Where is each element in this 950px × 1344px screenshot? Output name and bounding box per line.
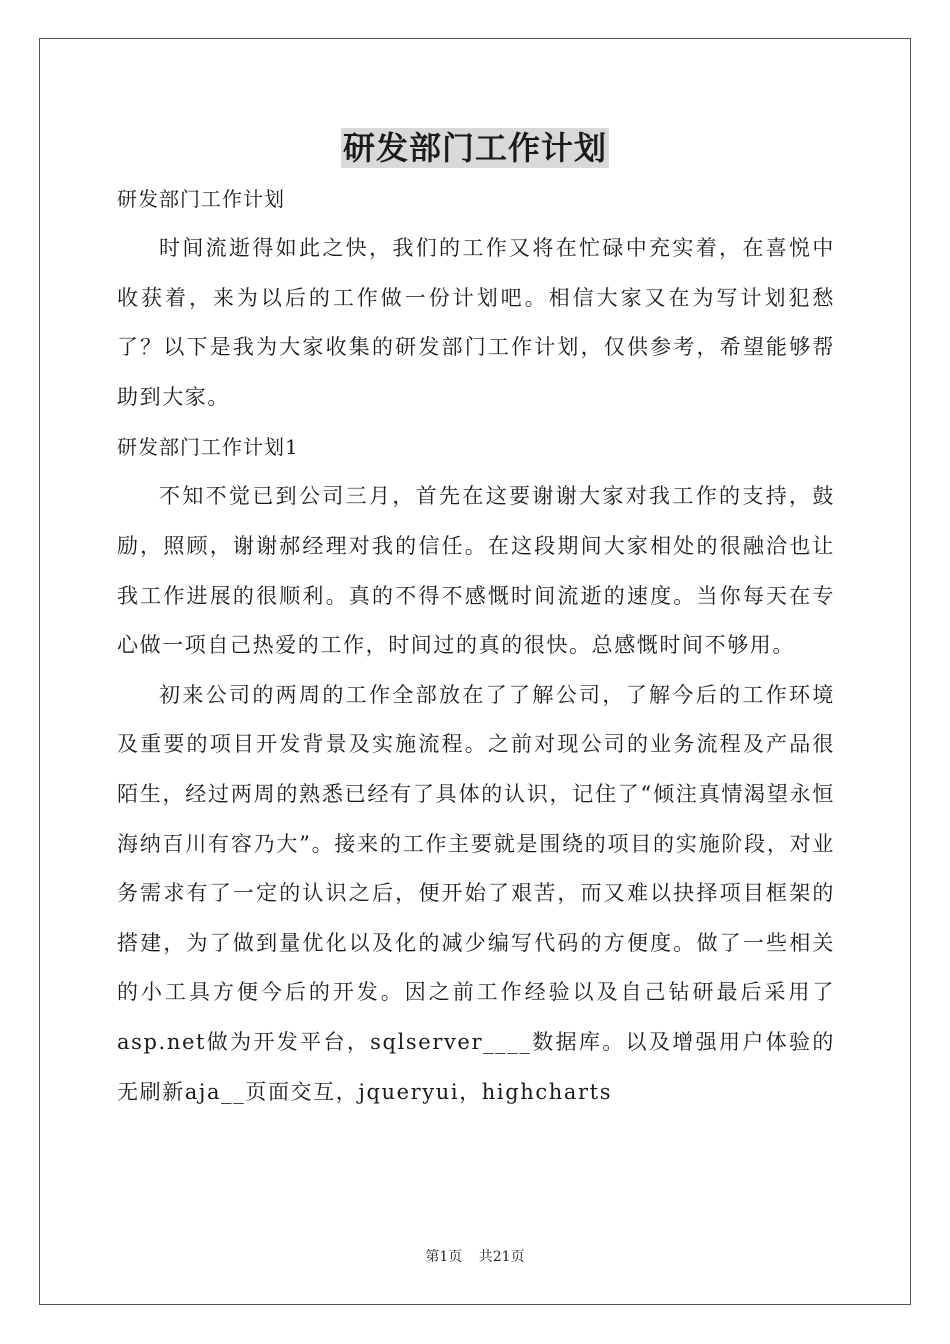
document-body: [117, 174, 835, 1117]
section1-paragraph-2: 初来公司的两周的工作全部放在了了解公司，了解今后的工作环境及重要的项目开发背景及实施流程。之前对现公司的业务流程及产品很陌生，经过两周的熟悉已经有了具体的认识，记住了“倾注真情渴望永恒海纳百川有容乃大”。接来的工作主要就是围绕的项目的实施阶段，对业务需求有了一定的认识之后，便开始了艰苦，而又难以抉择项目框架的搭建，为了做到量优化以及化的减少编写代码的方便度。做了一些相关的小工具方便今后的开发。因之前工作经验以及自己钻研最后采用了asp.net做为开发平台，sqlserver____数据库。以及增强用户体验的无刷新aja__页面交互，jqueryui，highcharts: [117, 682, 835, 1104]
page-total: 共21页: [478, 1249, 525, 1265]
title-container: [0, 128, 950, 168]
section1-heading: 研发部门工作计划1: [117, 435, 299, 460]
document-title: 研发部门工作计划: [342, 129, 607, 167]
section1-paragraph-1: 不知不觉已到公司三月，首先在这要谢谢大家对我工作的支持，鼓励，照顾，谢谢郝经理对我的信任。在这段期间大家相处的很融洽也让我工作进展的很顺利。真的不得不感慨时间流逝的速度。当你每天在专心做一项自己热爱的工作，时间过的真的很快。总感慨时间不够用。: [117, 484, 835, 658]
intro-heading: 研发部门工作计划: [117, 187, 285, 211]
page-footer: [0, 1246, 950, 1266]
intro-paragraph: 时间流逝得如此之快，我们的工作又将在忙碌中充实着，在喜悦中收获着，来为以后的工作做一份计划吧。相信大家又在为写计划犯愁了？以下是我为大家收集的研发部门工作计划，仅供参考，希望能够帮助到大家。: [117, 236, 835, 409]
page-number: 第1页: [425, 1249, 463, 1265]
